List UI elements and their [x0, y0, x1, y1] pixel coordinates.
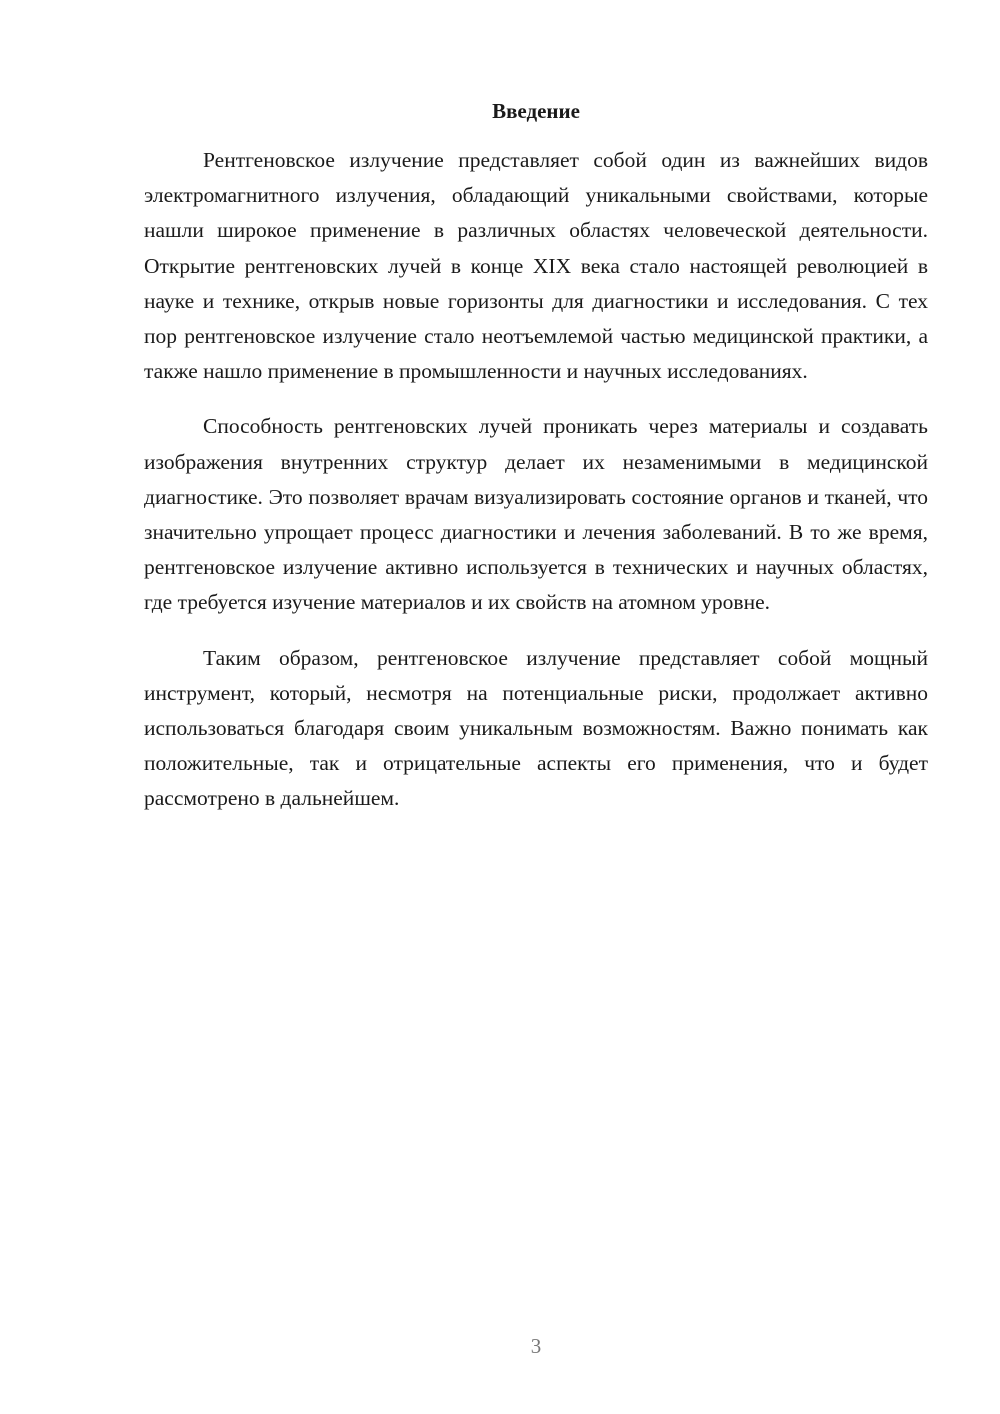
paragraph-2: Способность рентгеновских лучей проникать через материалы и создавать изображения внутренних структур делает их незаменимыми в медицинской диагностике. Это позволяет врачам визуализировать состояние органов и тканей, что значительно упрощает процесс диагностики и лечения заболеваний. В то же время, рентгеновское излучение активно используется в технических и научных областях, где требуется изучение материалов и их свойств на атомном уровне. [144, 414, 928, 615]
section-heading: Введение [492, 99, 580, 123]
paragraph-1: Рентгеновское излучение представляет собой один из важнейших видов электромагнитного излучения, обладающий уникальными свойствами, которые нашли широкое применение в различных областях человеческой деятельности. Открытие рентгеновских лучей в конце XIX века стало настоящей революцией в науке и технике, открыв новые горизонты для диагностики и исследования. С тех пор рентгеновское излучение стало неотъемлемой частью медицинской практики, а также нашло применение в промышленности и научных исследованиях. [144, 148, 928, 384]
body-text [144, 143, 928, 837]
paragraph-3: Таким образом, рентгеновское излучение представляет собой мощный инструмент, который, несмотря на потенциальные риски, продолжает активно использоваться благодаря своим уникальным возможностям. Важно понимать как положительные, так и отрицательные аспекты его применения, что и будет рассмотрено в дальнейшем. [144, 645, 928, 811]
page-number: 3 [530, 1334, 542, 1358]
